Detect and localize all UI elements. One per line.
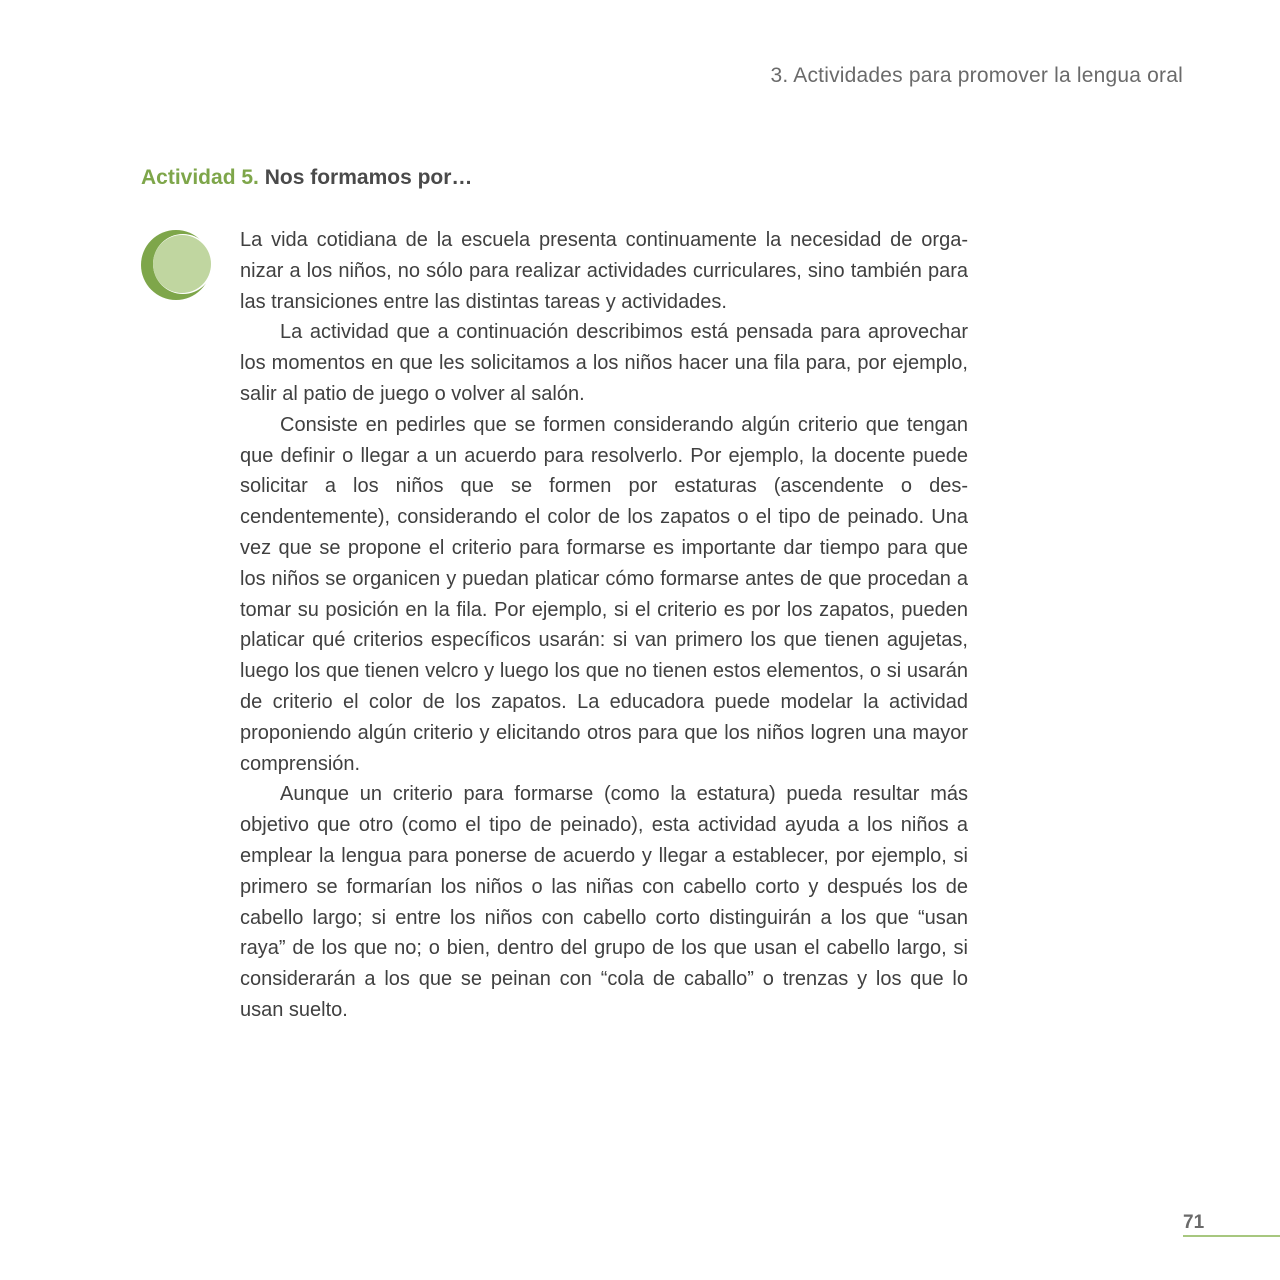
running-header: 3. Actividades para promover la lengua oral xyxy=(770,64,1183,87)
paragraph: La vida cotidiana de la escuela presenta continuamente la necesidad de organizar a los niños, no sólo para realizar actividades curriculares, sino también para las transiciones entre las distintas tareas y actividades. xyxy=(240,229,968,313)
green-circle-icon xyxy=(140,229,218,301)
page-number: 71 xyxy=(1183,1212,1205,1233)
activity-title xyxy=(141,166,472,190)
paragraph: La actividad que a continuación describimos está pensada para aprovechar los momentos en que les solicitamos a los niños hacer una fila para, por ejemplo, salir al patio de juego o volver al salón. xyxy=(240,321,968,405)
page-number-rule xyxy=(1183,1235,1280,1237)
activity-name: Nos formamos por… xyxy=(264,166,473,189)
paragraph: Consiste en pedirles que se formen considerando algún criterio que tengan que definir o llegar a un acuerdo para resolverlo. Por ejemplo, la docente puede solicitar a los niños que se formen por estaturas (ascendente o descendentemente), considerando el color de los zapatos o el tipo de peinado. Una vez que se propone el criterio para formarse es importante dar tiempo para que los niños se organicen y puedan platicar cómo formarse antes de que procedan a tomar su posición en la fila. Por ejemplo, si el criterio es por los zapatos, pueden platicar qué criterios específicos usarán: si van primero los que tienen agujetas, luego los que tienen velcro y luego los que no tienen estos elementos, o si usarán de criterio el color de los zapatos. La educadora puede modelar la actividad proponiendo algún criterio y elicitando otros para que los niños logren una mayor comprensión. xyxy=(240,413,968,775)
body-text xyxy=(240,225,968,1026)
paragraph: Aunque un criterio para formarse (como la estatura) pueda resultar más objetivo que otro (como el tipo de peinado), esta actividad ayuda a los niños a emplear la lengua para ponerse de acuerdo y llegar a establecer, por ejemplo, si primero se formarían los niños o las niñas con cabello corto y después los de cabello largo; si entre los niños con cabello corto distinguirán a los que “usan raya” de los que no; o bien, dentro del grupo de los que usan el cabello largo, si considerarán a los que se peinan con “cola de caballo” o trenzas y los que lo usan suelto. xyxy=(240,783,968,1021)
activity-label: Actividad 5. xyxy=(141,166,259,189)
